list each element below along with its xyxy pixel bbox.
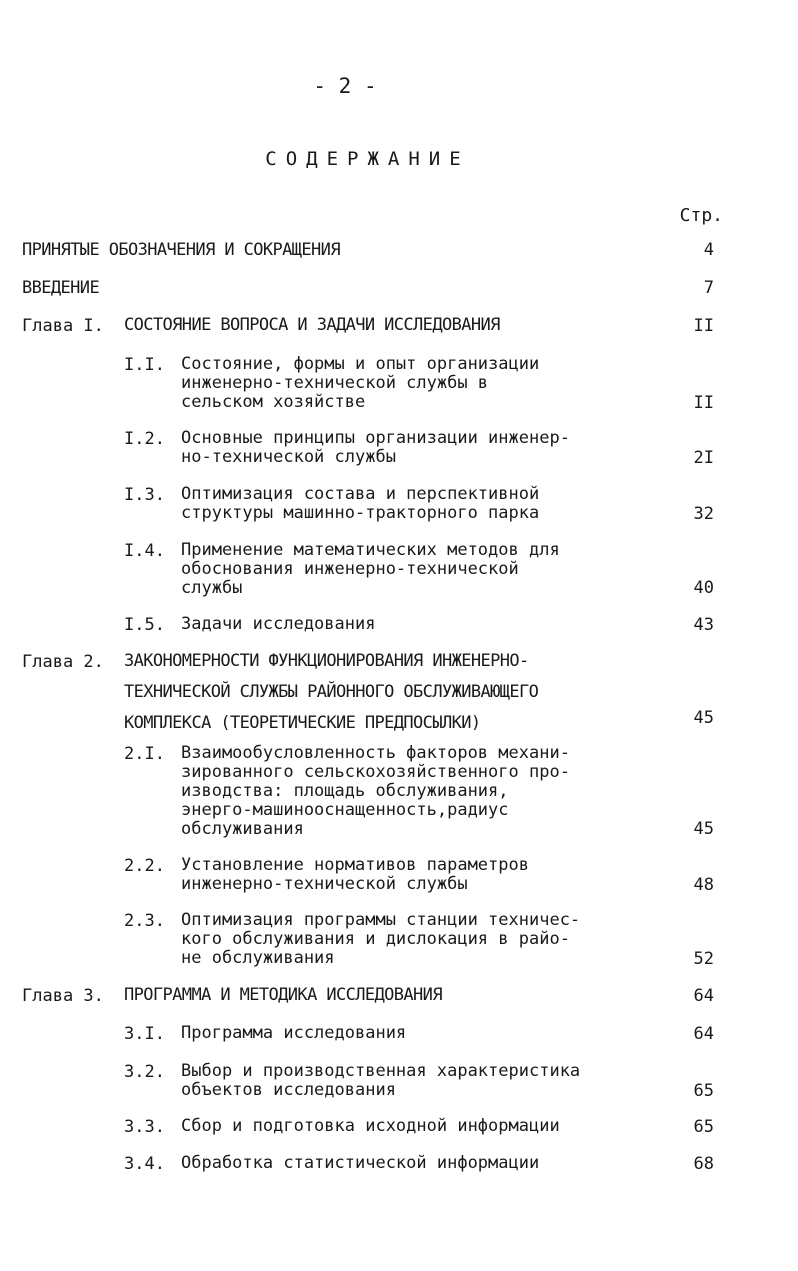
entry-page: 64: [693, 1024, 714, 1044]
entry-title: Оптимизация программы станции техничес- кого обслуживания и дислокация в райо- не обслуживания: [181, 910, 581, 968]
chapter-label: Глава I.: [22, 316, 104, 336]
chapter-label: Глава 2.: [22, 652, 104, 672]
entry-title: Состояние, формы и опыт организации инженерно-технической службы в сельском хозяйстве: [181, 354, 540, 412]
entry-title: СОСТОЯНИЕ ВОПРОСА И ЗАДАЧИ ИССЛЕДОВАНИЯ: [124, 315, 500, 335]
entry-title: Основные принципы организации инженер- но-технической службы: [181, 428, 570, 467]
entry-page: 68: [693, 1154, 714, 1174]
entry-page: 4: [703, 240, 714, 260]
entry-title: Выбор и производственная характеристика объектов исследования: [181, 1061, 581, 1100]
entry-title: Сбор и подготовка исходной информации: [181, 1116, 560, 1136]
section-number: I.I.: [124, 355, 165, 375]
section-number: 2.2.: [124, 856, 165, 876]
entry-title: ПРИНЯТЫЕ ОБОЗНАЧЕНИЯ И СОКРАЩЕНИЯ: [22, 240, 340, 260]
entry-page: II: [693, 316, 714, 336]
entry-title: ВВЕДЕНИЕ: [22, 278, 100, 298]
entry-page: 45: [693, 708, 714, 728]
section-number: I.2.: [124, 429, 165, 449]
section-number: 3.2.: [124, 1062, 165, 1082]
entry-page: 65: [693, 1081, 714, 1101]
entry-page: 64: [693, 986, 714, 1006]
entry-title: Программа исследования: [181, 1023, 407, 1043]
section-number: 3.3.: [124, 1117, 165, 1137]
entry-title: ЗАКОНОМЕРНОСТИ ФУНКЦИОНИРОВАНИЯ ИНЖЕНЕРНО- ТЕХНИЧЕСКОЙ СЛУЖБЫ РАЙОННОГО ОБСЛУЖИВАЮЩЕГО КОМПЛЕКСА (ТЕОРЕТИЧЕСКИЕ ПРЕДПОСЫЛКИ): [124, 651, 539, 733]
entry-title: Обработка статистической информации: [181, 1153, 540, 1173]
entry-page: 7: [703, 278, 714, 298]
entry-title: Задачи исследования: [181, 614, 376, 634]
page-number: - 2 -: [313, 74, 377, 98]
entry-page: 32: [693, 504, 714, 524]
entry-page: 45: [693, 819, 714, 839]
entry-page: 52: [693, 949, 714, 969]
entry-title: Применение математических методов для обоснования инженерно-технической службы: [181, 540, 560, 598]
page-column-label: Стр.: [679, 205, 723, 226]
section-number: I.3.: [124, 485, 165, 505]
section-number: I.4.: [124, 541, 165, 561]
entry-page: 48: [693, 875, 714, 895]
entry-page: 43: [693, 615, 714, 635]
entry-title: ПРОГРАММА И МЕТОДИКА ИССЛЕДОВАНИЯ: [124, 985, 442, 1005]
entry-page: II: [693, 393, 714, 413]
entry-title: Установление нормативов параметров инженерно-технической службы: [181, 855, 529, 894]
entry-title: Оптимизация состава и перспективной структуры машинно-тракторного парка: [181, 484, 540, 523]
entry-page: 2I: [693, 448, 714, 468]
chapter-label: Глава 3.: [22, 986, 104, 1006]
section-number: 3.I.: [124, 1024, 165, 1044]
section-number: 3.4.: [124, 1154, 165, 1174]
section-number: 2.I.: [124, 744, 165, 764]
section-number: 2.3.: [124, 911, 165, 931]
section-number: I.5.: [124, 615, 165, 635]
toc-title: СОДЕРЖАНИЕ: [265, 148, 470, 170]
entry-page: 65: [693, 1117, 714, 1137]
entry-page: 40: [693, 578, 714, 598]
entry-title: Взаимообусловленность факторов механи- зированного сельскохозяйственного про- изводства: площадь обслуживания, энерго-машинооснащенность,радиус обслуживания: [181, 743, 570, 839]
